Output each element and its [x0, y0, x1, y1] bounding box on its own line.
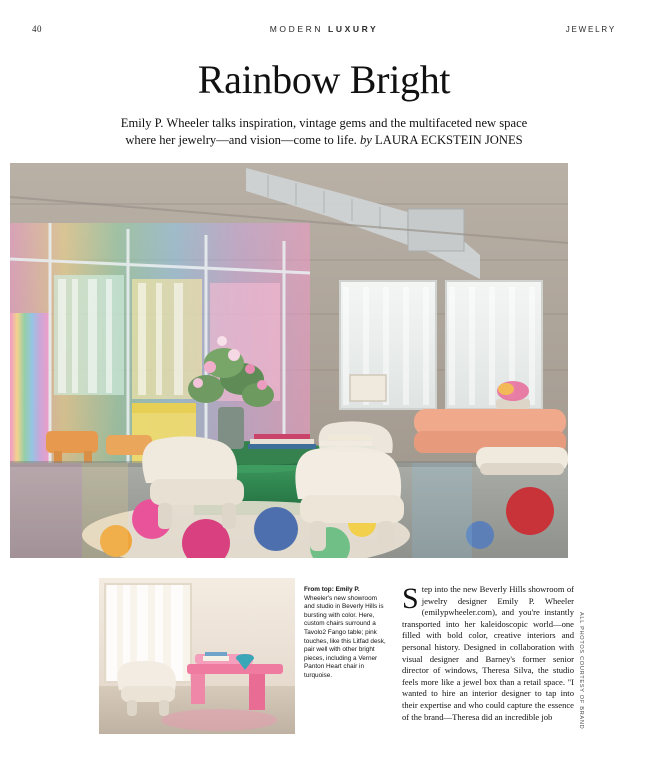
showroom-hero-photo	[10, 163, 568, 558]
byline-author: LAURA ECKSTEIN JONES	[375, 133, 523, 147]
drop-cap: S	[402, 582, 419, 615]
article-body	[402, 584, 574, 723]
body-text: tep into the new Beverly Hills showroom of jewelry designer Emily P. Wheeler (emilypwheeler.com), and you're instantly transported into her kaleidoscopic world—one filled with bold color, creative interiors and personal history. Designed in collaboration with visual designer and Barney's former senior director of windows, Theresa Silva, the studio feels more like a jewel box than a retail space. "I wanted to hire an interior designer to tap into their expertise and who could capture the essence of the brand—Theresa did an incredible job	[402, 584, 574, 722]
deck-line-2: where her jewelry—and vision—come to life.	[125, 133, 357, 147]
side-table-right	[496, 381, 530, 409]
deck-line-1: Emily P. Wheeler talks inspiration, vintage gems and the multifaceted new space	[120, 116, 528, 130]
article-deck	[70, 115, 578, 149]
section-label: JEWELRY	[565, 25, 616, 34]
masthead-prefix: MODERN	[269, 24, 329, 34]
photo2-graphic	[99, 578, 295, 734]
page-folio: 40	[32, 24, 42, 34]
caption-text: Wheeler's new showroom and studio in Beverly Hills is bursting with color. Here, custom chairs surround a Tavolo2 Fango table; pink touches, like this Litfad desk, pair well with other bright pieces, including a Verner Panton Heart chair in turquoise.	[304, 594, 386, 679]
caption-lead: From top: Emily P.	[304, 586, 360, 593]
photo-credit: ALL PHOTOS COURTESY OF BRAND	[578, 612, 584, 730]
article-byline	[360, 133, 523, 147]
article-headline: Rainbow Bright	[197, 57, 451, 102]
byline-prefix: by	[359, 133, 376, 147]
hero-photo-graphic	[10, 163, 568, 558]
pink-desk-photo	[99, 578, 295, 734]
running-head	[32, 24, 616, 38]
masthead-bold: LUXURY	[328, 24, 379, 34]
masthead	[270, 24, 379, 34]
photo-caption	[304, 586, 388, 681]
